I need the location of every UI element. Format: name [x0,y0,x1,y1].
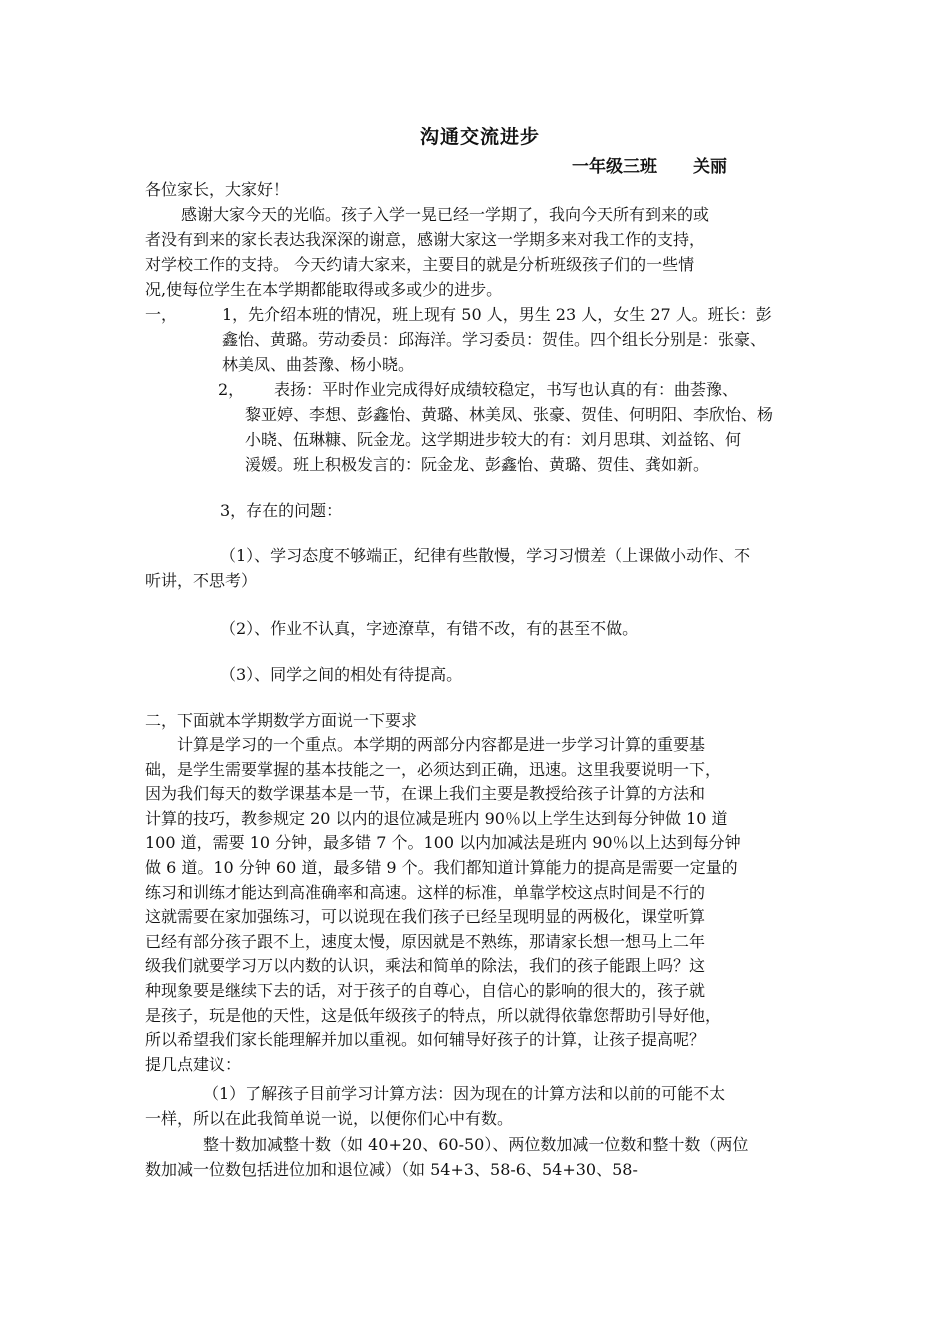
section1-item2 [218,377,813,477]
body-line: 种现象要是继续下去的话，对于孩子的自尊心，自信心的影响的很大的，孩子就 [145,980,706,1000]
body-line: 所以希望我们家长能理解并加以重视。如何辅导好孩子的计算，让孩子提高呢？ [145,1030,706,1050]
section1-marker: 一， [145,305,178,324]
document-title: 沟通交流进步 [419,126,540,148]
body-line: 计算是学习的一个重点。本学期的两部分内容都是进一步学习计算的重要基 [177,735,706,754]
problem1-line: （1）、学习态度不够端正，纪律有些散慢，学习习惯差（上课做小动作、不 [220,546,751,565]
item1-line: 林美凤、曲荟豫、杨小晓。 [222,355,415,374]
item2-number: 2， [218,380,245,399]
problem-2: （2）、作业不认真，字迹潦草，有错不改，有的甚至不做。 [220,619,639,638]
intro-line: 对学校工作的支持。 今天约请大家来，主要目的就是分析班级孩子们的一些情 [145,255,695,274]
problem1-line: 听讲，不思考） [145,571,258,590]
body-line: 做 6 道。10 分钟 60 道，最多错 9 个。我们都知道计算能力的提高是需要一定量的 [145,857,738,877]
author-class: 一年级三班 [572,157,657,177]
item2-line: 湲媛。班上积极发言的：阮金龙、彭鑫怡、黄璐、贺佳、龚如新。 [245,455,710,474]
suggestion-1 [145,1081,813,1131]
body-line: 级我们就要学习万以内数的认识，乘法和简单的除法，我们的孩子能跟上吗？这 [145,956,706,976]
greeting: 各位家长，大家好！ [145,180,290,199]
item2-line: 表扬：平时作业完成得好成绩较稳定，书写也认真的有：曲荟豫、 [274,380,739,399]
body-line: 因为我们每天的数学课基本是一节，在课上我们主要是教授给孩子计算的方法和 [145,784,706,804]
sub1-line: 一样，所以在此我简单说一说，以便你们心中有数。 [145,1109,514,1128]
sub2-line: 整十数加减整十数（如 40+20、60-50）、两位数加减一位数和整十数（两位 [203,1135,749,1154]
intro-line: 者没有到来的家长表达我深深的谢意，感谢大家这一学期多来对我工作的支持， [145,230,706,249]
item2-first-line [218,377,813,402]
body-line: 础，是学生需要掌握的基本技能之一，必须达到正确，迅速。这里我要说明一下， [145,759,722,779]
body-line: 练习和训练才能达到高准确率和高速。这样的标准，单靠学校这点时间是不行的 [145,882,706,902]
intro-paragraph [145,202,810,302]
body-line: 已经有部分孩子跟不上，速度太慢，原因就是不熟练，那请家长想一想马上二年 [145,931,706,951]
suggestion-2 [145,1132,813,1182]
sub1-line: （1）了解孩子目前学习计算方法：因为现在的计算方法和以前的可能不太 [203,1084,726,1103]
item1-line: 1，先介绍本班的情况，班上现有 50 人，男生 23 人，女生 27 人。班长：彭 [222,305,772,324]
item2-line: 黎亚婷、李想、彭鑫怡、黄璐、林美凤、张豪、贺佳、何明阳、李欣怡、杨 [245,405,774,424]
problem-1 [145,543,810,593]
sub2-line: 数加减一位数包括进位加和退位减）（如 54+3、58-6、54+30、58- [145,1160,638,1179]
section2-body [145,733,813,1077]
body-line: 这就需要在家加强练习，可以说现在我们孩子已经呈现明显的两极化，课堂听算 [145,907,706,927]
section2-heading: 二，下面就本学期数学方面说一下要求 [145,711,418,730]
body-line: 是孩子，玩是他的天性，这是低年级孩子的特点，所以就得依靠您帮助引导好他， [145,1005,722,1025]
item2-line: 小晓、伍琳糠、阮金龙。这学期进步较大的有：刘月思琪、刘益铭、何 [245,430,742,449]
intro-line: 况,使每位学生在本学期都能取得或多或少的进步。 [145,280,503,299]
body-line: 提几点建议： [145,1054,242,1074]
section1-item3: 3，存在的问题： [220,501,343,520]
intro-line: 感谢大家今天的光临。孩子入学一晃已经一学期了，我向今天所有到来的或 [181,205,710,224]
section1-item1 [222,302,812,377]
author-line [572,152,727,177]
author-name: 关丽 [693,157,727,177]
item1-line: 鑫怡、黄璐。劳动委员：邱海洋。学习委员：贺佳。四个组长分别是：张豪、 [222,330,767,349]
problem-3: （3）、同学之间的相处有待提高。 [220,665,463,684]
body-line: 计算的技巧，教参规定 20 以内的退位减是班内 90％以上学生达到每分钟做 10 道 [145,808,728,828]
body-line: 100 道，需要 10 分钟，最多错 7 个。100 以内加减法是班内 90％以上达到每分钟 [145,833,741,853]
